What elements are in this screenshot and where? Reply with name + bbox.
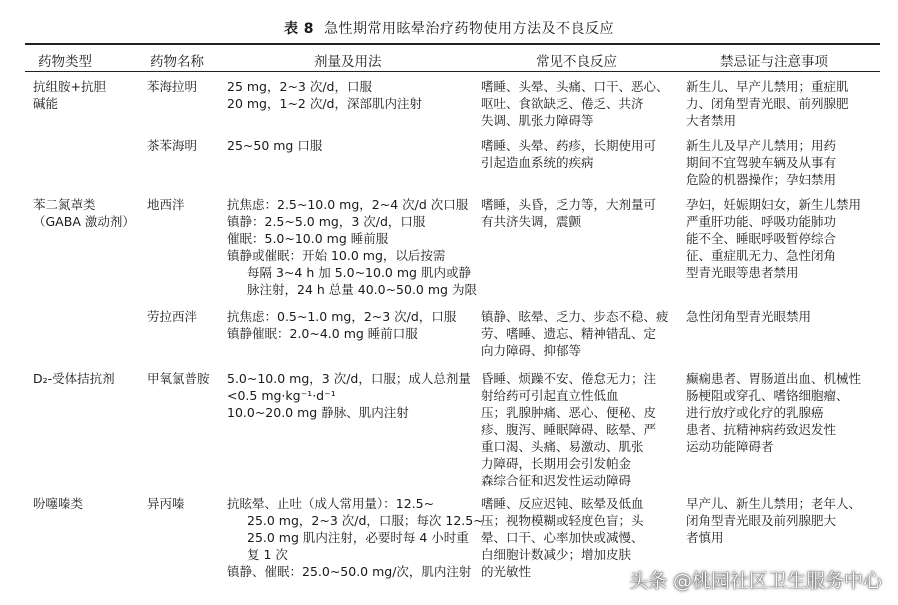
drug-name-cell-line: 苯海拉明	[147, 79, 198, 94]
contraindications-cell-line: 孕妇，妊娠期妇女，新生儿禁用	[686, 197, 862, 212]
dose-usage-cell-line: 抗眩晕、止吐（成人常用量）：12.5~	[227, 496, 435, 511]
dose-usage-cell-line: <0.5 mg·kg⁻¹·d⁻¹	[227, 388, 336, 403]
drug-type-cell-line: 碱能	[33, 96, 59, 111]
drug-name-cell	[147, 196, 185, 213]
adverse-reactions-cell-line: 的光敏性	[481, 564, 532, 579]
drug-type-cell	[33, 78, 106, 112]
dose-usage-cell	[227, 78, 422, 112]
adverse-reactions-cell-line: 嗜睡，头昏，乏力等，大剂量可	[481, 197, 657, 212]
drug-name-cell-line: 甲氧氯普胺	[147, 371, 210, 386]
table-title: 急性期常用眩晕治疗药物使用方法及不良反应	[324, 21, 615, 37]
adverse-reactions-cell-line: 劳、嗜睡、遗忘、精神错乱、定	[481, 326, 657, 341]
contraindications-cell-line: 力、闭角型青光眼、前列腺肥	[686, 96, 849, 111]
adverse-reactions-cell	[481, 370, 656, 489]
dose-usage-cell-line: 镇静或催眠：开始 10.0 mg，以后按需	[227, 248, 446, 263]
contraindications-cell-line: 能不全、睡眠呼吸暂停综合	[686, 231, 837, 246]
drug-name-cell-line: 地西泮	[147, 197, 185, 212]
header-contraindications: 禁忌证与注意事项	[720, 54, 828, 70]
adverse-reactions-cell-line: 晕、口干、心率加快或减慢、	[481, 530, 644, 545]
adverse-reactions-cell	[481, 78, 669, 129]
drug-name-cell-line: 异丙嗪	[147, 496, 185, 511]
dose-usage-cell	[227, 137, 322, 154]
drug-name-cell	[147, 495, 185, 512]
drug-name-cell-line: 劳拉西泮	[147, 309, 198, 324]
drug-name-cell-line: 茶苯海明	[147, 138, 198, 153]
adverse-reactions-cell-line: 呕吐、食欲缺乏、倦乏、共济	[481, 96, 644, 111]
contraindications-cell-line: 期间不宜驾驶车辆及从事有	[686, 155, 837, 170]
drug-name-cell	[147, 137, 197, 154]
header-adverse-reactions: 常见不良反应	[536, 54, 617, 70]
contraindications-cell-line: 新生儿及早产儿禁用；用药	[686, 138, 837, 153]
adverse-reactions-cell-line: 压；乳腺肿痛、恶心、便秘、皮	[481, 405, 657, 420]
dose-usage-cell-line: 抗焦虑：2.5~10.0 mg，2~4 次/d 次口服	[227, 197, 469, 212]
dose-usage-cell-line: 5.0~10.0 mg，3 次/d，口服；成人总剂量	[227, 371, 471, 386]
contraindications-cell-line: 患者、抗精神病药致迟发性	[686, 422, 837, 437]
contraindications-cell	[686, 78, 849, 129]
dose-usage-cell	[227, 495, 484, 580]
header-dose-usage: 剂量及用法	[314, 54, 382, 70]
dose-usage-cell-line: 镇静、催眠：25.0~50.0 mg/次，肌内注射	[227, 564, 472, 579]
contraindications-cell	[686, 137, 836, 188]
header-rule	[25, 71, 880, 72]
adverse-reactions-cell-line: 引起造血系统的疾病	[481, 155, 594, 170]
adverse-reactions-cell	[481, 137, 656, 171]
top-rule	[25, 43, 880, 45]
drug-type-cell-line: 苯二氮䓬类	[33, 197, 96, 212]
dose-usage-cell	[227, 308, 456, 342]
drug-name-cell	[147, 370, 210, 387]
contraindications-cell-line: 新生儿、早产儿禁用；重症肌	[686, 79, 849, 94]
dose-usage-cell-line: 25 mg，2~3 次/d，口服	[227, 79, 372, 94]
adverse-reactions-cell-line: 嗜睡、头晕、头痛、口干、恶心、	[481, 79, 669, 94]
table-caption	[0, 18, 898, 38]
dose-usage-cell-line: 脉注射，24 h 总量 40.0~50.0 mg 为限	[247, 282, 477, 297]
contraindications-cell-line: 闭角型青光眼及前列腺肥大	[686, 513, 837, 528]
dose-usage-cell-line: 25.0 mg 肌内注射，必要时每 4 小时重	[247, 530, 469, 545]
adverse-reactions-cell-line: 有共济失调，震颤	[481, 214, 582, 229]
drug-type-cell-line: D₂-受体拮抗剂	[33, 371, 115, 386]
contraindications-cell-line: 癫痫患者、胃肠道出血、机械性	[686, 371, 862, 386]
contraindications-cell-line: 早产儿、新生儿禁用；老年人、	[686, 496, 862, 511]
adverse-reactions-cell-line: 嗜睡、反应迟钝、眩晕及低血	[481, 496, 644, 511]
dose-usage-cell	[227, 196, 477, 298]
drug-type-cell	[33, 370, 115, 387]
dose-usage-cell-line: 25~50 mg 口服	[227, 138, 323, 153]
contraindications-cell	[686, 495, 861, 546]
header-drug-name: 药物名称	[150, 54, 204, 70]
header-drug-type: 药物类型	[38, 54, 92, 70]
adverse-reactions-cell-line: 森综合征和迟发性运动障碍	[481, 473, 632, 488]
adverse-reactions-cell-line: 力障碍，长期用会引发帕金	[481, 456, 632, 471]
adverse-reactions-cell	[481, 308, 669, 359]
dose-usage-cell-line: 复 1 次	[247, 547, 288, 562]
contraindications-cell	[686, 196, 861, 281]
table-number: 表 8	[283, 21, 315, 37]
adverse-reactions-cell-line: 疹、腹泻、睡眠障碍、眩晕、严	[481, 422, 657, 437]
contraindications-cell-line: 者慎用	[686, 530, 724, 545]
dose-usage-cell-line: 催眠：5.0~10.0 mg 睡前服	[227, 231, 389, 246]
contraindications-cell-line: 肠梗阻或穿孔、嗜铬细胞瘤、	[686, 388, 849, 403]
adverse-reactions-cell-line: 白细胞计数减少；增加皮肤	[481, 547, 632, 562]
contraindications-cell-line: 运动功能障碍者	[686, 439, 774, 454]
dose-usage-cell	[227, 370, 471, 421]
adverse-reactions-cell-line: 昏睡、烦躁不安、倦怠无力；注	[481, 371, 657, 386]
drug-type-cell	[33, 495, 83, 512]
watermark: 头条 @桃园社区卫生服务中心	[628, 570, 882, 592]
adverse-reactions-cell-line: 失调、肌张力障碍等	[481, 113, 594, 128]
contraindications-cell-line: 型青光眼等患者禁用	[686, 265, 799, 280]
contraindications-cell-line: 进行放疗或化疗的乳腺癌	[686, 405, 824, 420]
drug-type-cell-line: （GABA 激动剂）	[33, 214, 135, 229]
adverse-reactions-cell	[481, 196, 656, 230]
contraindications-cell-line: 严重肝功能、呼吸功能肺功	[686, 214, 837, 229]
adverse-reactions-cell-line: 向力障碍、抑郁等	[481, 343, 582, 358]
drug-name-cell	[147, 308, 197, 325]
dose-usage-cell-line: 25.0 mg，2~3 次/d，口服；每次 12.5~	[247, 513, 484, 528]
drug-type-cell-line: 吩噻嗪类	[33, 496, 84, 511]
contraindications-cell-line: 大者禁用	[686, 113, 737, 128]
drug-name-cell	[147, 78, 197, 95]
dose-usage-cell-line: 每隔 3~4 h 加 5.0~10.0 mg 肌内或静	[247, 265, 471, 280]
dose-usage-cell-line: 抗焦虑：0.5~1.0 mg，2~3 次/d，口服	[227, 309, 457, 324]
dose-usage-cell-line: 镇静：2.5~5.0 mg，3 次/d，口服	[227, 214, 426, 229]
contraindications-cell	[686, 308, 811, 325]
dose-usage-cell-line: 20 mg，1~2 次/d，深部肌内注射	[227, 96, 422, 111]
dose-usage-cell-line: 10.0~20.0 mg 静脉、肌内注射	[227, 405, 409, 420]
adverse-reactions-cell-line: 重口渴、头痛、易激动、肌张	[481, 439, 644, 454]
adverse-reactions-cell	[481, 495, 644, 580]
contraindications-cell-line: 急性闭角型青光眼禁用	[686, 309, 812, 324]
adverse-reactions-cell-line: 嗜睡、头晕、药疹，长期使用可	[481, 138, 657, 153]
drug-type-cell-line: 抗组胺+抗胆	[33, 79, 106, 94]
dose-usage-cell-line: 镇静催眠：2.0~4.0 mg 睡前口服	[227, 326, 418, 341]
contraindications-cell-line: 征、重症肌无力、急性闭角	[686, 248, 837, 263]
contraindications-cell	[686, 370, 861, 455]
adverse-reactions-cell-line: 压；视物模糊或轻度色盲；头	[481, 513, 644, 528]
drug-type-cell	[33, 196, 135, 230]
adverse-reactions-cell-line: 镇静、眩晕、乏力、步态不稳、疲	[481, 309, 669, 324]
contraindications-cell-line: 危险的机器操作；孕妇禁用	[686, 172, 837, 187]
adverse-reactions-cell-line: 射给药可引起直立性低血	[481, 388, 619, 403]
